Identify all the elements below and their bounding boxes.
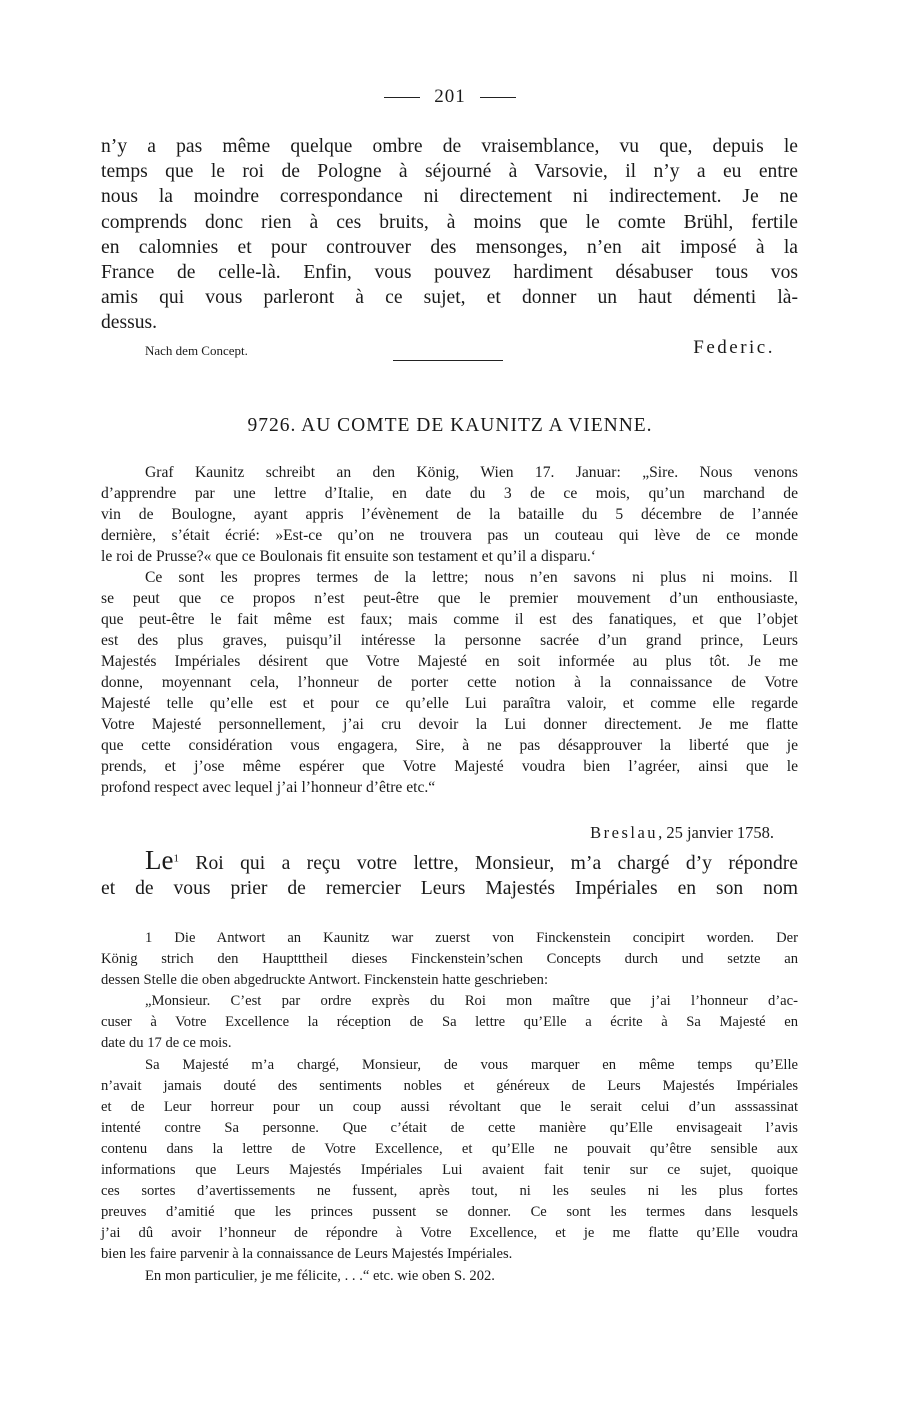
text-line: comprends donc rien à ces bruits, à moins que le comte Brühl, fertile <box>101 211 798 233</box>
text-line <box>101 928 798 949</box>
text-line: n’y a pas même quelque ombre de vraisemblance, vu que, depuis le <box>101 136 798 157</box>
text-line: ces sortes d’avertissements ne fussent, après tout, ni les seules ni les plus fortes <box>101 1183 798 1200</box>
text-line: en calomnies et pour controuver des mensonges, n’en ait imposé à la <box>101 236 798 258</box>
document-title: 9726. AU COMTE DE KAUNITZ A VIENNE. <box>247 415 653 436</box>
footnote-ref: 1 <box>173 852 179 865</box>
text-line: prends, et j’ose même espérer que Votre Majesté voudra bien l’agréer, ainsi que le <box>101 758 798 775</box>
text-line: intenté contre Sa personne. Que c’était de cette manière qu’Elle envisageait l’avis <box>101 1119 798 1136</box>
text-line: donne, moyennant cela, l’honneur de porter cette notion à la connaissance de Votre <box>101 674 798 691</box>
text-line: que peut-être le fait même est faux; mais comme il est des fanatiques, et que l’objet <box>101 611 798 628</box>
text-line: d’apprendre par une lettre d’Italie, en date du 3 de ce mois, qu’un marchand de <box>101 485 798 502</box>
text-line: Ce sont les propres termes de la lettre; nous n’en savons ni plus ni moins. Il <box>145 569 798 586</box>
text-line: j’ai dû avoir l’honneur de répondre à Votre Excellence, et je me flatte qu’Elle voudra <box>101 1225 798 1242</box>
reply-line-1: Roi qui a reçu votre lettre, Monsieur, m’a chargé d’y répondre <box>178 853 798 874</box>
dateline <box>590 823 774 843</box>
text-line: preuves d’amitié que les princes pussent se donner. Ce sont les termes dans lesquels <box>101 1204 798 1221</box>
text-line: contenu dans la lettre de Votre Excellence, et qu’Elle ne pouvait qu’être sensible aux <box>101 1140 798 1157</box>
signature-name: Federic. <box>693 337 775 358</box>
text-line: En mon particulier, je me félicite, . . .“ etc. wie oben S. 202. <box>145 1267 495 1284</box>
text-line <box>101 845 798 876</box>
header-dash-left <box>384 97 420 98</box>
dateline-date: , 25 janvier 1758. <box>658 823 774 842</box>
signature-row <box>145 337 775 361</box>
reply-first-word: Le <box>145 845 174 875</box>
summary-paragraph-2 <box>101 567 798 798</box>
text-line: que cette considération vous engagera, Sire, à ne pas désapprouver la liberté que je <box>101 737 798 754</box>
text-line: bien les faire parvenir à la connaissance de Leurs Majestés Impériales. <box>101 1246 513 1263</box>
text-line: informations que Leurs Majestés Impériales Lui avaient fait tenir sur ce sujet, quoique <box>101 1162 798 1179</box>
text-line: cuser à Votre Excellence la réception de Sa lettre qu’Elle a écrite à Sa Majesté en <box>101 1014 798 1031</box>
page-number: 201 <box>434 86 466 107</box>
text-line: dernière, s’était écrié: »Est-ce qu’on ne trouvera pas un couteau qui lève de ce monde <box>101 527 798 544</box>
text-line: et de vous prier de remercier Leurs Majestés Impériales en son nom <box>101 878 798 900</box>
footnote-marker: 1 <box>145 930 153 946</box>
dateline-place: Breslau <box>590 823 659 842</box>
text-line: France de celle-là. Enfin, vous pouvez hardiment désabuser tous vos <box>101 262 798 284</box>
text-line: amis qui vous parleront à ce sujet, et donner un haut démenti là- <box>101 287 798 309</box>
text-line: Votre Majesté personnellement, j’ai cru devoir la Lui donner directement. Je me flatte <box>101 716 798 733</box>
text-line: Graf Kaunitz schreibt an den König, Wien 17. Januar: „Sire. Nous venons <box>145 464 798 481</box>
text-line: Majestés Impériales désirent que Votre Majesté en soit informée au plus tôt. Je me <box>101 653 798 670</box>
text-line: le roi de Prusse?« que ce Boulonais fit ensuite son testament et qu’il a disparu.‘ <box>101 548 596 565</box>
text-line: profond respect avec lequel j’ai l’honneur d’être etc.“ <box>101 779 436 796</box>
text-line: vin de Boulogne, ayant appris l’évènement de la bataille du 5 décembre de l’année <box>101 506 798 523</box>
footnote-intro-1: Die Antwort an Kaunitz war zuerst von Finckenstein concipirt worden. Der <box>174 930 798 946</box>
text-line: dessen Stelle die oben abgedruckte Antwort. Finckenstein hatte geschrieben: <box>101 972 549 989</box>
page-header <box>0 86 900 108</box>
reply-text <box>101 845 798 901</box>
text-line: Sa Majesté m’a chargé, Monsieur, de vous marquer en même temps qu’Elle <box>145 1056 798 1073</box>
letter-continuation <box>101 134 798 336</box>
text-line: est des plus graves, puisqu’il intéresse la personne sacrée d’un grand prince, Leurs <box>101 632 798 649</box>
text-line: date du 17 de ce mois. <box>101 1035 232 1052</box>
text-line: et de Leur horreur pour un coup aussi révoltant que le serait celui d’un asssassinat <box>101 1098 798 1115</box>
text-line: „Monsieur. C’est par ordre exprès du Roi mon maître que j’ai l’honneur d’ac- <box>145 993 798 1010</box>
summary-paragraph-1 <box>101 462 798 567</box>
footnote <box>101 928 798 1287</box>
text-line: König strich den Hauptttheil dieses Finckenstein’schen Concepts durch und setzte an <box>101 951 798 968</box>
text-line: n’avait jamais douté des sentiments nobles et généreux de Leurs Majestés Impériales <box>101 1077 798 1094</box>
source-note: Nach dem Concept. <box>145 343 248 358</box>
text-line: nous la moindre correspondance ni directement ni indirectement. Je ne <box>101 186 798 208</box>
text-line: dessus. <box>101 312 158 334</box>
section-divider <box>393 360 503 361</box>
text-line: Majesté telle qu’elle est et pour ce qu’elle Lui paraîtra valoir, et comme elle regarde <box>101 695 798 712</box>
header-dash-right <box>480 97 516 98</box>
text-line: temps que le roi de Pologne à séjourné à Varsovie, il n’y a eu entre <box>101 161 798 183</box>
text-line: se peut que ce propos n’est peut-être que le premier mouvement d’un enthousiaste, <box>101 590 798 607</box>
